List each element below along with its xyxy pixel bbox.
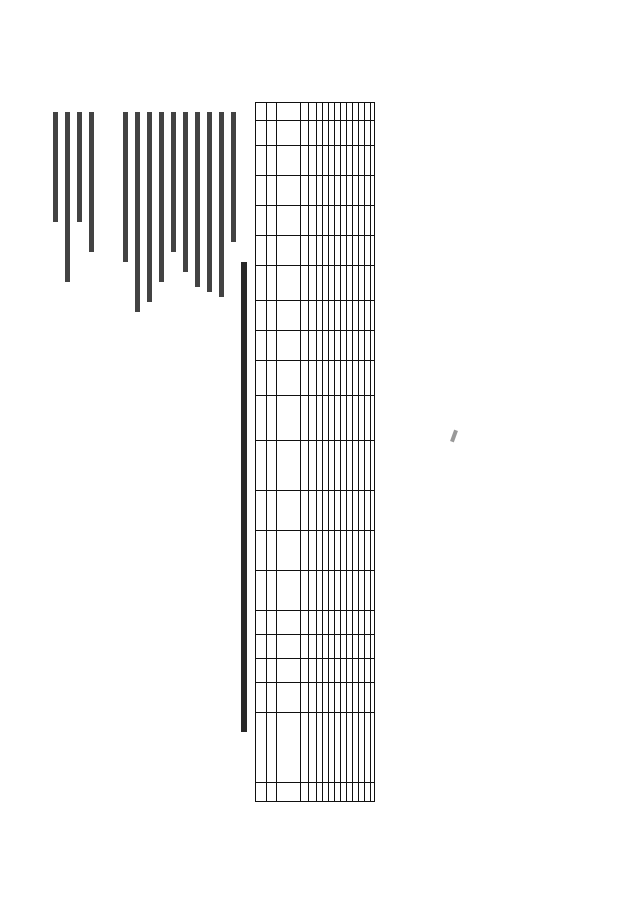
appendix-title-line bbox=[53, 112, 58, 222]
program-title-line bbox=[159, 112, 164, 282]
program-title-line bbox=[123, 112, 128, 262]
program-title-line bbox=[183, 112, 188, 272]
appendix-subtitle-line bbox=[77, 112, 82, 222]
program-title-line bbox=[219, 112, 224, 297]
table-title-line bbox=[241, 262, 247, 732]
scan-artifact-mark bbox=[450, 430, 458, 443]
program-title-line bbox=[147, 112, 152, 302]
plan-table bbox=[255, 102, 375, 802]
program-title-line bbox=[207, 112, 212, 292]
appendix-subtitle-line bbox=[65, 112, 70, 282]
appendix-header-block bbox=[53, 112, 243, 372]
program-title-line bbox=[135, 112, 140, 312]
program-title-line bbox=[195, 112, 200, 287]
appendix-date-line bbox=[89, 112, 94, 252]
program-title-line bbox=[231, 112, 236, 242]
program-title-line bbox=[171, 112, 176, 252]
rotated-landscape-content bbox=[45, 102, 375, 802]
